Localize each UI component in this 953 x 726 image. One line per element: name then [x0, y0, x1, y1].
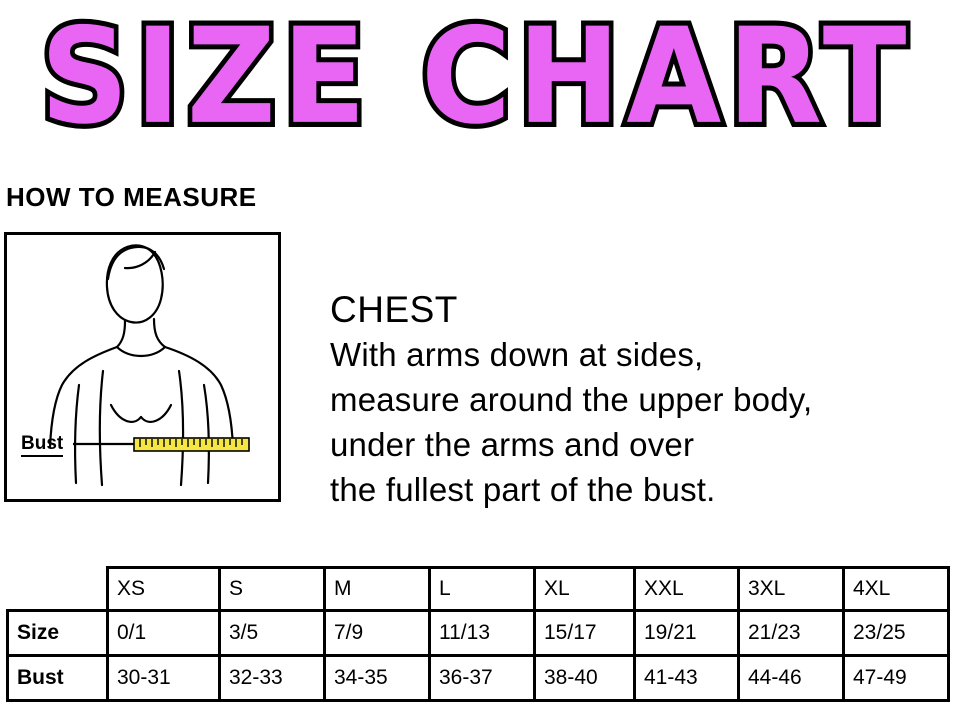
column-header-s: S — [220, 568, 325, 611]
cell-size-xl: 15/17 — [535, 611, 635, 656]
cell-bust-m: 34-35 — [325, 656, 430, 701]
page-title-banner — [0, 0, 953, 154]
column-header-xxl: XXL — [635, 568, 739, 611]
table-row — [8, 656, 949, 701]
cell-size-xxl: 19/21 — [635, 611, 739, 656]
female-torso-figure-icon — [7, 235, 278, 499]
chest-description-block — [330, 288, 940, 512]
chest-line-4: the fullest part of the bust. — [330, 471, 716, 508]
row-label-bust: Bust — [8, 656, 108, 701]
how-to-measure-heading: HOW TO MEASURE — [6, 182, 257, 212]
chest-line-1: With arms down at sides, — [330, 336, 704, 373]
column-header-xs: XS — [108, 568, 220, 611]
cell-bust-xs: 30-31 — [108, 656, 220, 701]
size-chart-table — [6, 566, 950, 702]
cell-bust-3xl: 44-46 — [739, 656, 844, 701]
chest-heading: CHEST — [330, 289, 458, 330]
column-header-3xl: 3XL — [739, 568, 844, 611]
table-row — [8, 611, 949, 656]
row-label-size: Size — [8, 611, 108, 656]
cell-size-4xl: 23/25 — [844, 611, 949, 656]
column-header-m: M — [325, 568, 430, 611]
tape-measure-icon — [134, 438, 249, 451]
column-header-xl: XL — [535, 568, 635, 611]
cell-size-3xl: 21/23 — [739, 611, 844, 656]
cell-size-xs: 0/1 — [108, 611, 220, 656]
cell-bust-xxl: 41-43 — [635, 656, 739, 701]
measurement-illustration — [4, 232, 281, 502]
cell-size-m: 7/9 — [325, 611, 430, 656]
column-header-l: L — [430, 568, 535, 611]
cell-bust-4xl: 47-49 — [844, 656, 949, 701]
column-header-4xl: 4XL — [844, 568, 949, 611]
cell-bust-l: 36-37 — [430, 656, 535, 701]
chest-line-2: measure around the upper body, — [330, 381, 813, 418]
chest-line-3: under the arms and over — [330, 426, 695, 463]
cell-bust-xl: 38-40 — [535, 656, 635, 701]
table-header-row — [8, 568, 949, 611]
cell-size-s: 3/5 — [220, 611, 325, 656]
page-title: SIZE CHART — [40, 0, 913, 154]
table-corner-cell — [8, 568, 108, 611]
cell-bust-s: 32-33 — [220, 656, 325, 701]
cell-size-l: 11/13 — [430, 611, 535, 656]
bust-label: Bust — [21, 433, 63, 457]
